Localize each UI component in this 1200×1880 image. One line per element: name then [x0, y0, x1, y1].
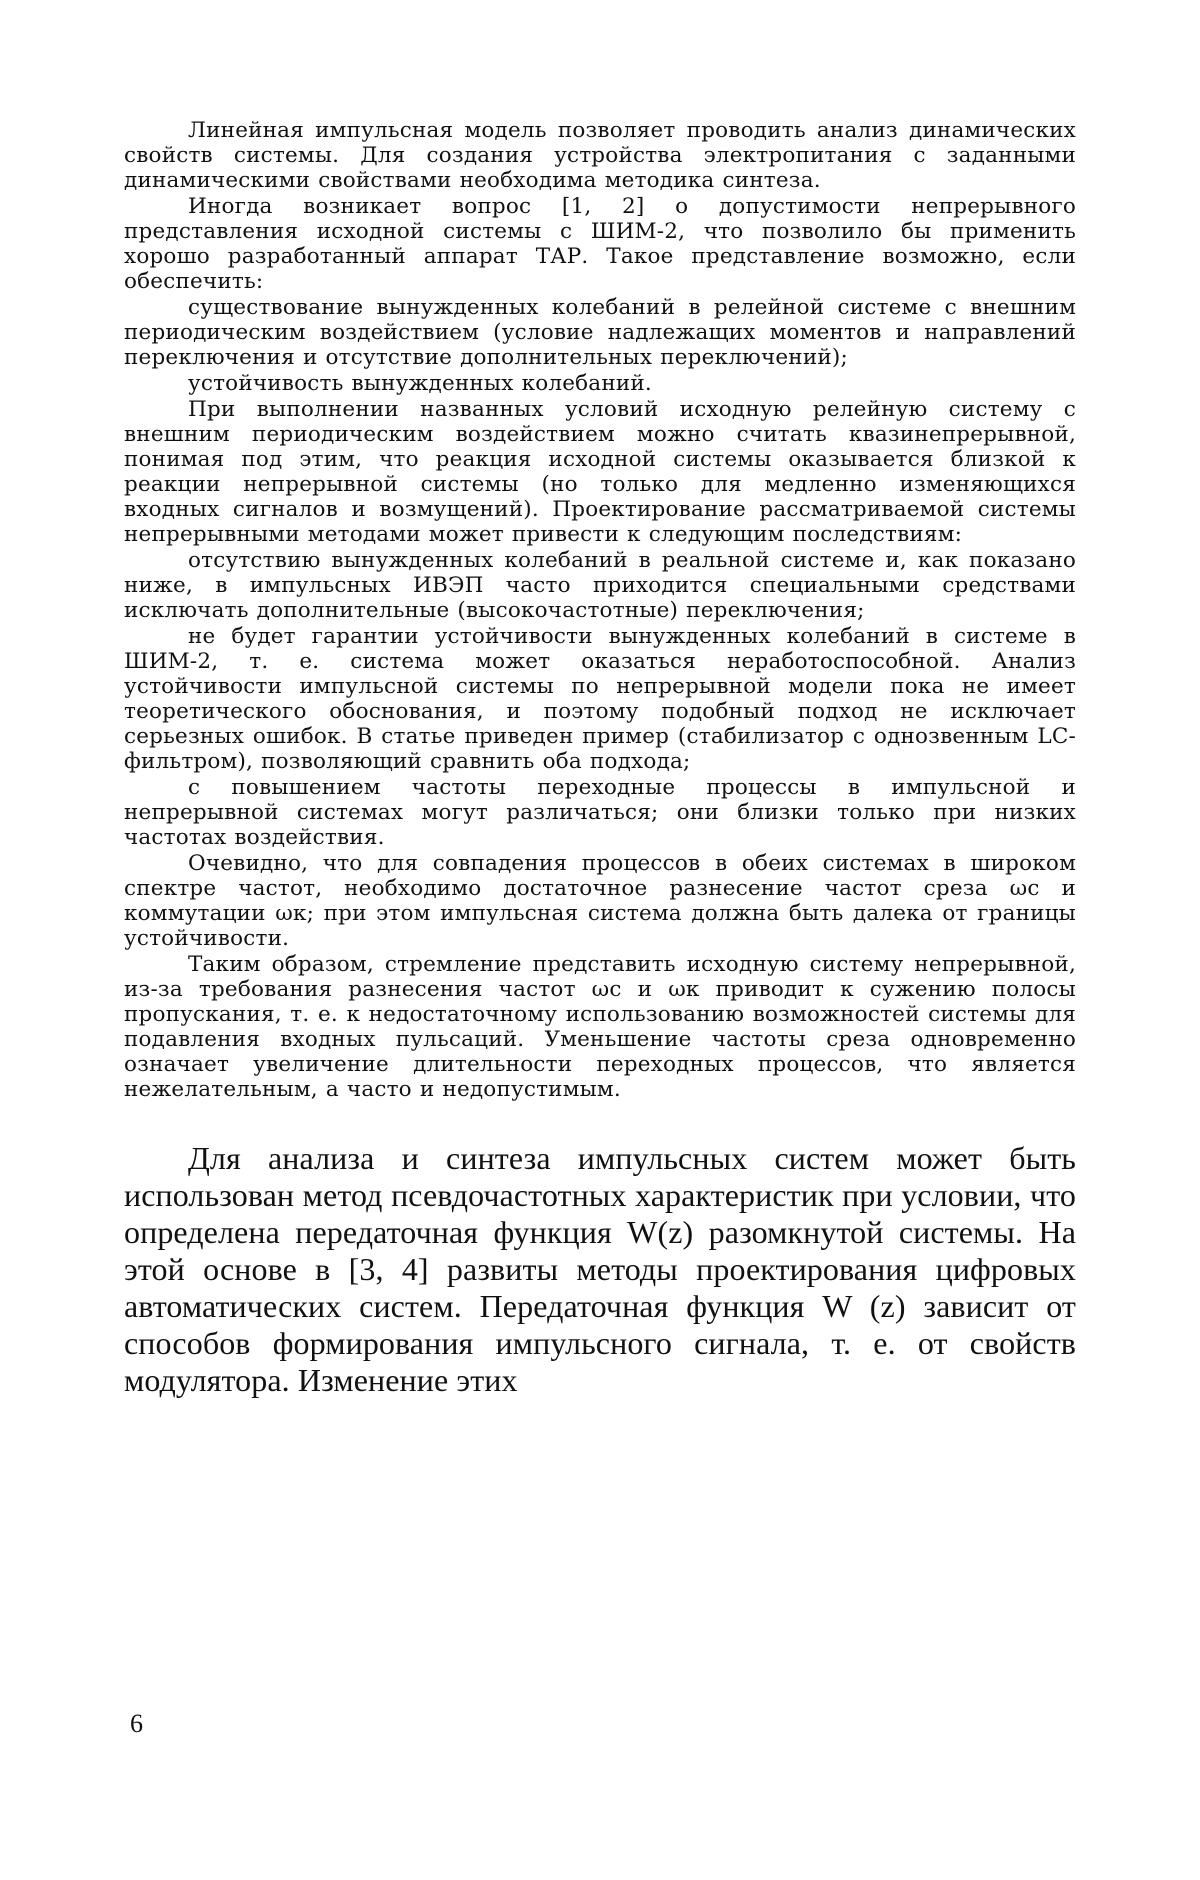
paragraph-frequency-separation: Очевидно, что для совпадения процессов в обеих системах в широком спектре частот, необходимо достаточное разнесение частот среза ωc и коммутации ωк; при этом импульсная система должна быть далека от границы устойчивости. — [124, 851, 1076, 951]
paragraph-quasi-continuous: При выполнении названных условий исходную релейную систему с внешним периодическим воздействием можно считать квазинепрерывной, понимая под этим, что реакция исходной системы оказывается близкой к реакции непрерывной системы (но только для медленно изменяющихся входных сигналов и возмущений). Проектирование рассматриваемой системы непрерывными методами может привести к следующим последствиям: — [124, 397, 1076, 547]
paragraph-consequence-3: с повышением частоты переходные процессы в импульсной и непрерывной системах могут различаться; они близки только при низких частотах воздействия. — [124, 775, 1076, 850]
paragraph-linear-model: Линейная импульсная модель позволяет проводить анализ динамических свойств системы. Для создания устройства электропитания с заданными динамическими свойствами необходима методика синтеза. — [124, 118, 1076, 193]
paragraph-consequence-1: отсутствию вынужденных колебаний в реальной системе и, как показано ниже, в импульсных ИВЭП часто приходится специальными средствами исключать дополнительные (высокочастотные) переключения; — [124, 548, 1076, 623]
paragraph-consequence-2: не будет гарантии устойчивости вынужденных колебаний в системе в ШИМ-2, т. е. система может оказаться неработоспособной. Анализ устойчивости импульсной системы по непрерывной модели пока не имеет теоретического обоснования, и поэтому подобный подход не исключает серьезных ошибок. В статье приведен пример (стабилизатор с однозвенным LC-фильтром), позволяющий сравнить оба подхода; — [124, 624, 1076, 774]
paragraph-continuous-representation: Иногда возникает вопрос [1, 2] о допустимости непрерывного представления исходной системы с ШИМ-2, что позволило бы применить хорошо разработанный аппарат ТАР. Такое представление возможно, если обеспечить: — [124, 194, 1076, 294]
paragraph-pseudofrequency-method: Для анализа и синтеза импульсных систем может быть использован метод псевдочастотных характеристик при условии, что определена передаточная функция W(z) разомкнутой системы. На этой основе в [3, 4] развиты методы проектирования цифровых автоматических систем. Передаточная функция W (z) зависит от способов формирования импульсного сигнала, т. е. от свойств модулятора. Изменение этих — [124, 1140, 1076, 1399]
book-page — [124, 118, 1076, 1858]
paragraph-conclusion: Таким образом, стремление представить исходную систему непрерывной, из-за требования разнесения частот ωc и ωк приводит к сужению полосы пропускания, т. е. к недостаточному использованию возможностей системы для подавления входных пульсаций. Уменьшение частоты среза одновременно означает увеличение длительности переходных процессов, что является нежелательным, а часто и недопустимым. — [124, 952, 1076, 1102]
paragraph-condition-existence: существование вынужденных колебаний в релейной системе с внешним периодическим воздействием (условие надлежащих моментов и направлений переключения и отсутствие дополнительных переключений); — [124, 295, 1076, 370]
paragraph-condition-stability: устойчивость вынужденных колебаний. — [124, 371, 1076, 396]
page-number: 6 — [130, 1709, 143, 1739]
